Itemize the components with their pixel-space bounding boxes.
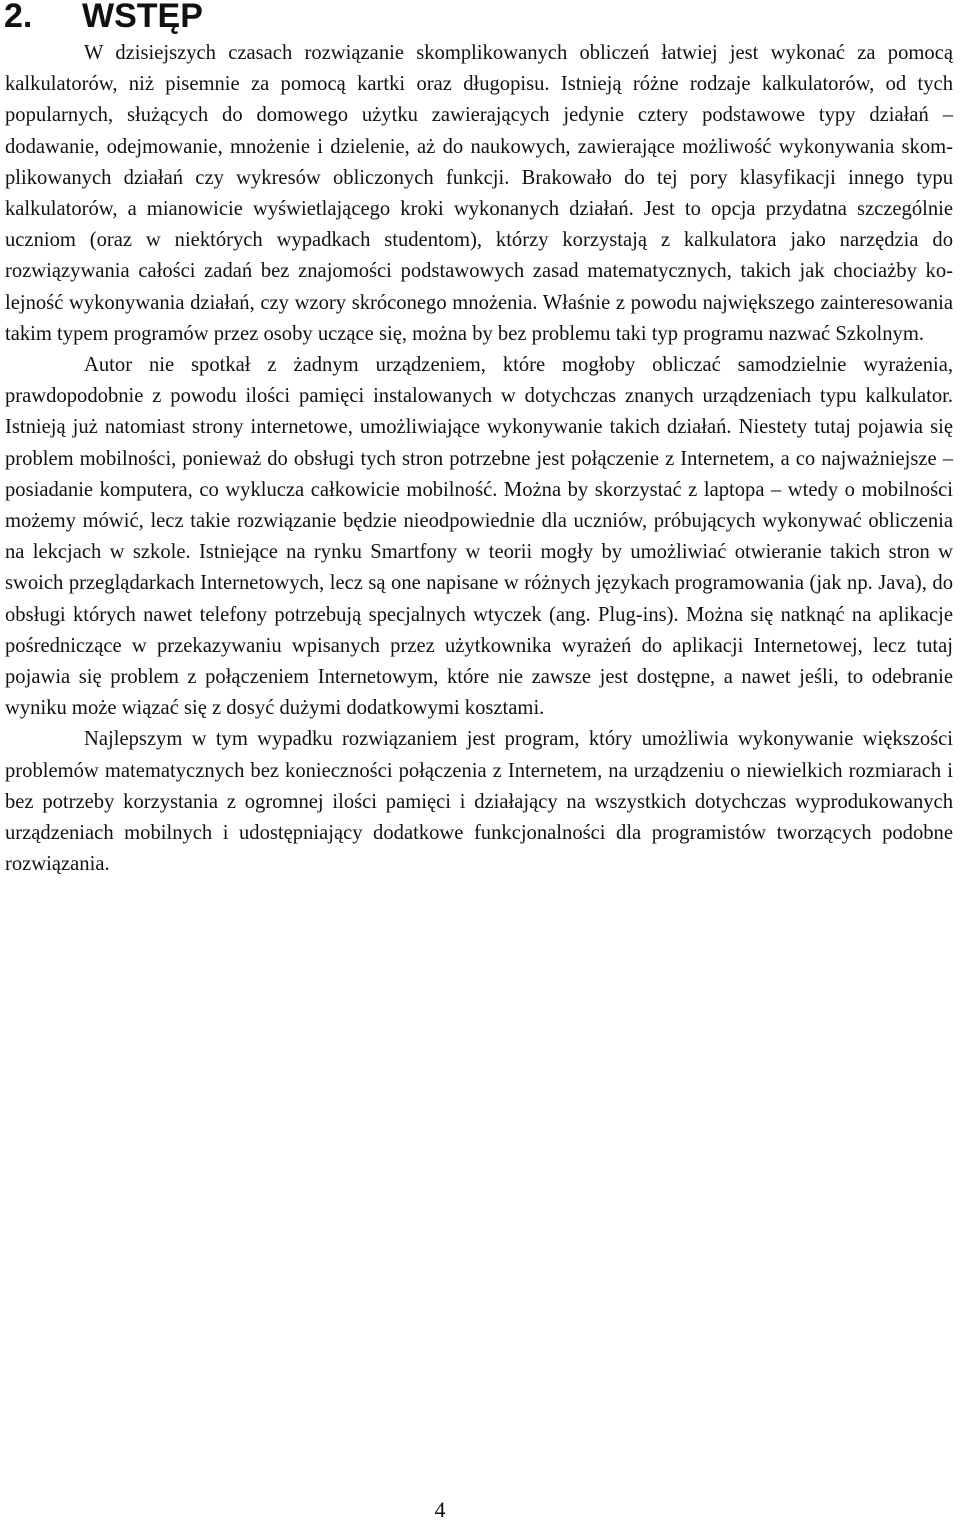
paragraph-3: Najlepszym w tym wypadku rozwiązaniem jest program, który umożliwia wykonywanie większości problemów matematycznych bez konieczności połączenia z Internetem, na urządzeniu o niewielkich rozmiarach i bez potrzeby korzystania z ogromnej ilości pamięci i działający na wszystkich dotychczas wyprodukowanych urządzeniach mobilnych i udostępniający dodatkowe funkcjonalności dla programistów tworzących podobne rozwiązania. [5,728,953,876]
paragraph-1: W dzisiejszych czasach rozwiązanie skomplikowanych obliczeń łatwiej jest wykonać za pomocą kalkulatorów, niż pisemnie za pomocą kartki oraz długopisu. Istnieją różne rodzaje kalkulatorów, od tych popularnych, służących do domowego użytku zawierających jedynie cztery podstawowe typy działań – dodawanie, odejmowanie, mnożenie i dzielenie, aż do naukowych, zawierające możliwość wykonywania skomplikowanych działań czy wykresów obliczonych funkcji. Brakowało do tej pory klasyfikacji innego typu kalkulatorów, a mianowicie wyświetlającego kroki wykonanych działań. Jest to opcja przydatna szczególnie uczniom (oraz w niektórych wypadkach studentom), którzy korzystają z kalkulatora jako narzędzia do rozwiązywania całości zadań bez znajomości podstawowych zasad matematycznych, takich jak chociażby kolejność wykonywania działań, czy wzory skróconego mnożenia. Właśnie z powodu największego zainteresowania takim typem programów przez osoby uczące się, można by bez problemu taki typ programu nazwać Szkolnym. [5,42,953,345]
section-title: WSTĘP [82,0,203,35]
page-number: 4 [434,1497,446,1522]
paragraph-2: Autor nie spotkał z żadnym urządzeniem, które mogłoby obliczać samodzielnie wyrażenia, prawdopodobnie z powodu ilości pamięci instalowanych w dotychczas znanych urządzeniach typu kalkulator. Istnieją już natomiast strony internetowe, umożliwiające wykonywanie takich działań. Niestety tutaj pojawia się problem mobilności, ponieważ do obsługi tych stron potrzebne jest połączenie z Internetem, a co najważniejsze – posiadanie komputera, co wyklucza całkowicie mobilność. Można by skorzystać z laptopa – wtedy o mobilności możemy mówić, lecz takie rozwiązanie będzie nieodpowiednie dla uczniów, próbujących wykonywać obliczenia na lekcjach w szkole. Istniejące na rynku Smartfony w teorii mogły by umożliwiać otwieranie takich stron w swoich przeglądarkach Internetowych, lecz są one napisane w różnych językach programowania (jak np. Java), do obsługi których nawet telefony potrzebują specjalnych wtyczek (ang. Plug-ins). Można się natknąć na aplikacje pośredniczące w przekazywaniu wpisanych przez użytkownika wyrażeń do aplikacji Internetowej, lecz tutaj pojawia się problem z połączeniem Internetowym, które nie zawsze jest dostępne, a nawet jeśli, to odebranie wyniku może wiązać się z dosyć dużymi dodatkowymi kosztami. [5,354,953,720]
section-number: 2. [4,0,33,35]
section-heading [4,0,203,38]
body-text [5,38,953,880]
